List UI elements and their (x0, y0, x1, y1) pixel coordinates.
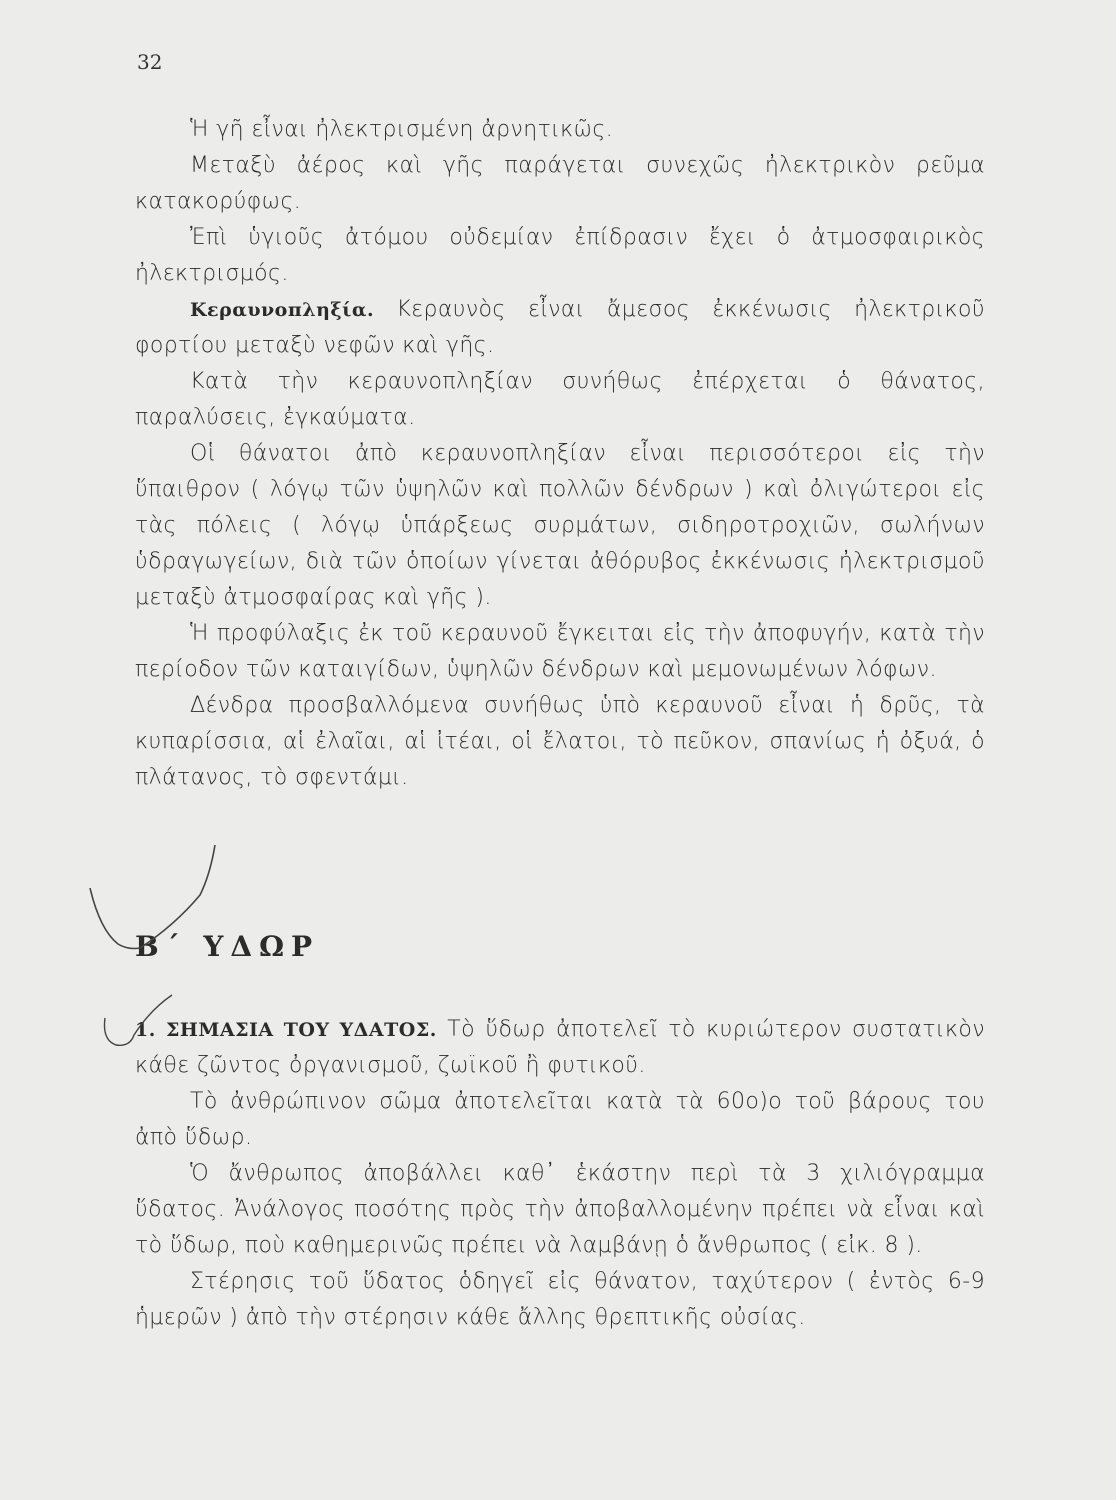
paragraph: Ὁ ἄνθρωπος ἀποβάλλει καθ᾽ ἑκάστην περὶ τὰ 3 χιλιόγραμμα ὕδατος. Ἀνάλογος ποσότης πρὸς τὴν ἀποβαλλομένην πρέπει νὰ εἶναι καὶ τὸ ὕδωρ, ποὺ καθημερινῶς πρέπει νὰ λαμβάνῃ ὁ ἄνθρωπος ( εἰκ. 8 ). (135, 1161, 985, 1258)
section-heading: Β΄ ΥΔΩΡ (135, 930, 320, 963)
paragraph: Τὸ ἀνθρώπινον σῶμα ἀποτελεῖται κατὰ τὰ 60ο)ο τοῦ βάρους του ἀπὸ ὕδωρ. (135, 1089, 985, 1150)
paragraph: Στέρησις τοῦ ὕδατος ὁδηγεῖ εἰς θάνατον, ταχύτερον ( ἐντὸς 6-9 ἡμερῶν ) ἀπὸ τὴν στέρησιν κάθε ἄλλης θρεπτικῆς οὐσίας. (135, 1269, 985, 1330)
paragraph: Δένδρα προσβαλλόμενα συνήθως ὑπὸ κεραυνοῦ εἶναι ἡ δρῦς, τὰ κυπαρίσσια, αἱ ἐλαῖαι, αἱ ἰτέαι, οἱ ἔλατοι, τὸ πεῦκον, σπανίως ἡ ὀξυά, ὁ πλάτανος, τὸ σφεντάμι. (135, 693, 985, 790)
page-number: 32 (137, 50, 163, 74)
paragraph: Κεραυνοπληξία. Κεραυνὸς εἶναι ἄμεσος ἐκκένωσις ἠλεκτρικοῦ φορτίου μεταξὺ νεφῶν καὶ γῆς. (135, 297, 985, 358)
subsection-title: 1. ΣΗΜΑΣΙΑ ΤΟΥ ΥΔΑΤΟΣ. (135, 1019, 437, 1041)
paragraph: Μεταξὺ ἀέρος καὶ γῆς παράγεται συνεχῶς ἠλεκτρικὸν ρεῦμα κατακορύφως. (135, 153, 985, 214)
subsection-title: Κεραυνοπληξία. (190, 299, 375, 321)
paragraph: 1. ΣΗΜΑΣΙΑ ΤΟΥ ΥΔΑΤΟΣ. Τὸ ὕδωρ ἀποτελεῖ τὸ κυριώτερον συστατικὸν κάθε ζῶντος ὀργανισμοῦ, ζωϊκοῦ ἢ φυτικοῦ. (135, 1017, 985, 1078)
paragraph: Ἡ γῆ εἶναι ἠλεκτρισμένη ἀρνητικῶς. (190, 117, 614, 142)
paragraph: Ἡ προφύλαξις ἐκ τοῦ κεραυνοῦ ἔγκειται εἰς τὴν ἀποφυγήν, κατὰ τὴν περίοδον τῶν καταιγίδων, ὑψηλῶν δένδρων καὶ μεμονωμένων λόφων. (135, 621, 985, 682)
paragraph: Οἱ θάνατοι ἀπὸ κεραυνοπληξίαν εἶναι περισσότεροι εἰς τὴν ὕπαιθρον ( λόγῳ τῶν ὑψηλῶν καὶ πολλῶν δένδρων ) καὶ ὀλιγώτεροι εἰς τὰς πόλεις ( λόγῳ ὑπάρξεως συρμάτων, σιδηροτροχιῶν, σωλήνων ὑδραγωγείων, διὰ τῶν ὁποίων γίνεται ἀθόρυβος ἐκκένωσις ἠλεκτρισμοῦ μεταξὺ ἀτμοσφαίρας καὶ γῆς ). (135, 441, 985, 610)
paragraph: Κατὰ τὴν κεραυνοπληξίαν συνήθως ἐπέρχεται ὁ θάνατος, παραλύσεις, ἐγκαύματα. (135, 369, 985, 430)
paragraph: Ἐπὶ ὑγιοῦς ἀτόμου οὐδεμίαν ἐπίδρασιν ἔχει ὁ ἀτμοσφαιρικὸς ἠλεκτρισμός. (135, 225, 985, 286)
